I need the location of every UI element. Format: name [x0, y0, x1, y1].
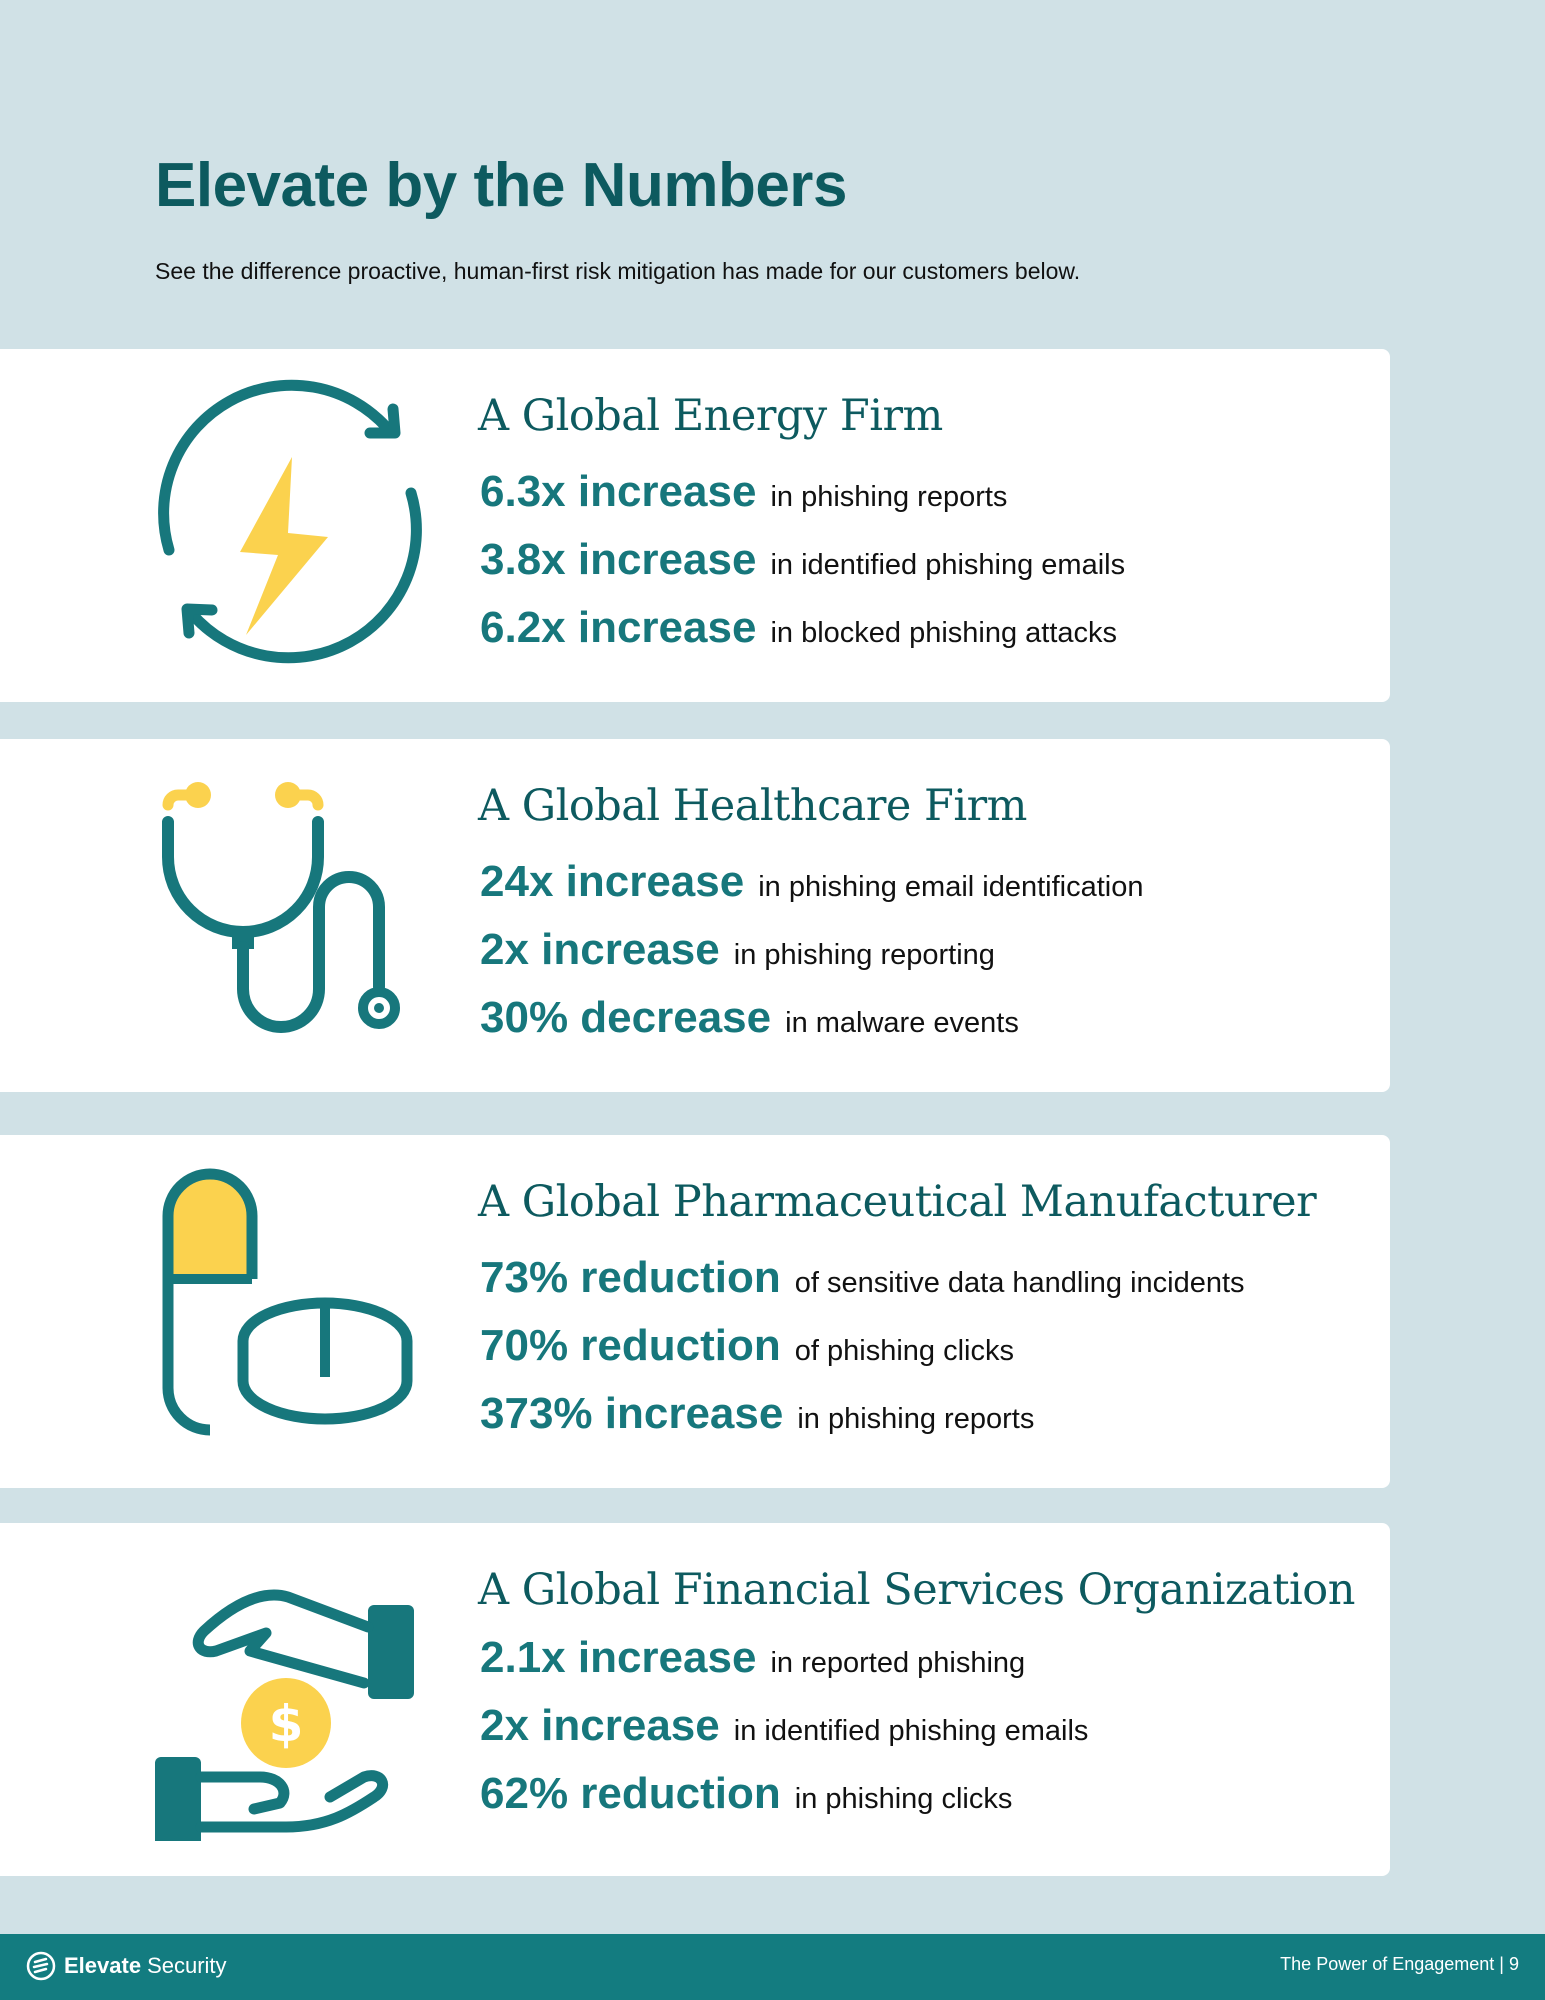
stat-row	[480, 993, 1144, 1061]
case-card-healthcare	[0, 739, 1390, 1092]
brand-suffix: Security	[147, 1953, 227, 1978]
stat-value: 2x increase	[480, 1701, 720, 1750]
card-title: A Global Healthcare Firm	[478, 781, 1027, 831]
stat-row	[480, 1701, 1088, 1769]
brand-name: Elevate	[64, 1953, 142, 1978]
stat-value: 24x increase	[480, 857, 745, 906]
lightning-cycle-icon	[150, 377, 430, 667]
stat-row	[480, 1321, 1245, 1389]
stat-value: 2.1x increase	[480, 1633, 757, 1682]
case-card-energy	[0, 349, 1390, 702]
stat-label: in phishing clicks	[794, 1783, 1013, 1815]
stat-label: of phishing clicks	[794, 1335, 1014, 1367]
stat-label: in phishing reporting	[733, 939, 995, 971]
stat-label: in phishing reports	[797, 1403, 1035, 1435]
stat-label: in malware events	[785, 1007, 1019, 1039]
stat-list	[480, 1633, 1088, 1837]
svg-text:$: $	[268, 1695, 304, 1753]
stat-list	[480, 467, 1125, 671]
stat-row	[480, 1633, 1088, 1701]
stat-value: 6.2x increase	[480, 603, 757, 652]
stat-value: 373% increase	[480, 1389, 784, 1438]
stat-label: in phishing email identification	[758, 871, 1144, 903]
stat-value: 73% reduction	[480, 1253, 781, 1302]
stat-row	[480, 603, 1125, 671]
page-title: Elevate by the Numbers	[155, 151, 847, 220]
elevate-logo-icon	[26, 1951, 56, 1981]
stat-label: in identified phishing emails	[733, 1715, 1089, 1747]
stat-row	[480, 1389, 1245, 1457]
card-title: A Global Energy Firm	[478, 391, 943, 441]
stat-value: 62% reduction	[480, 1769, 781, 1818]
stat-row	[480, 925, 1144, 993]
stat-row	[480, 1253, 1245, 1321]
stat-label: in blocked phishing attacks	[770, 617, 1118, 649]
stat-label: in phishing reports	[770, 481, 1008, 513]
page-footer	[0, 1934, 1545, 2000]
stat-label: in identified phishing emails	[770, 549, 1126, 581]
stethoscope-icon	[150, 767, 430, 1057]
page-label: The Power of Engagement | 9	[1280, 1954, 1519, 1974]
stat-label: in reported phishing	[770, 1647, 1026, 1679]
stat-row	[480, 535, 1125, 603]
stat-row	[480, 1769, 1088, 1837]
card-title: A Global Pharmaceutical Manufacturer	[478, 1177, 1317, 1227]
stat-row	[480, 467, 1125, 535]
brand-logo	[26, 1951, 227, 1981]
stat-label: of sensitive data handling incidents	[794, 1267, 1245, 1299]
stat-value: 70% reduction	[480, 1321, 781, 1370]
case-card-pharmaceutical	[0, 1135, 1390, 1488]
stat-row	[480, 857, 1144, 925]
pills-icon	[150, 1163, 430, 1453]
stat-list	[480, 857, 1144, 1061]
stat-value: 3.8x increase	[480, 535, 757, 584]
hands-money-icon	[150, 1551, 430, 1841]
stat-value: 30% decrease	[480, 993, 772, 1042]
card-title: A Global Financial Services Organization	[478, 1565, 1355, 1615]
case-card-financial	[0, 1523, 1390, 1876]
page-subtitle: See the difference proactive, human-first risk mitigation has made for our customers below.	[155, 258, 1081, 284]
stat-value: 2x increase	[480, 925, 720, 974]
stat-list	[480, 1253, 1245, 1457]
stat-value: 6.3x increase	[480, 467, 757, 516]
